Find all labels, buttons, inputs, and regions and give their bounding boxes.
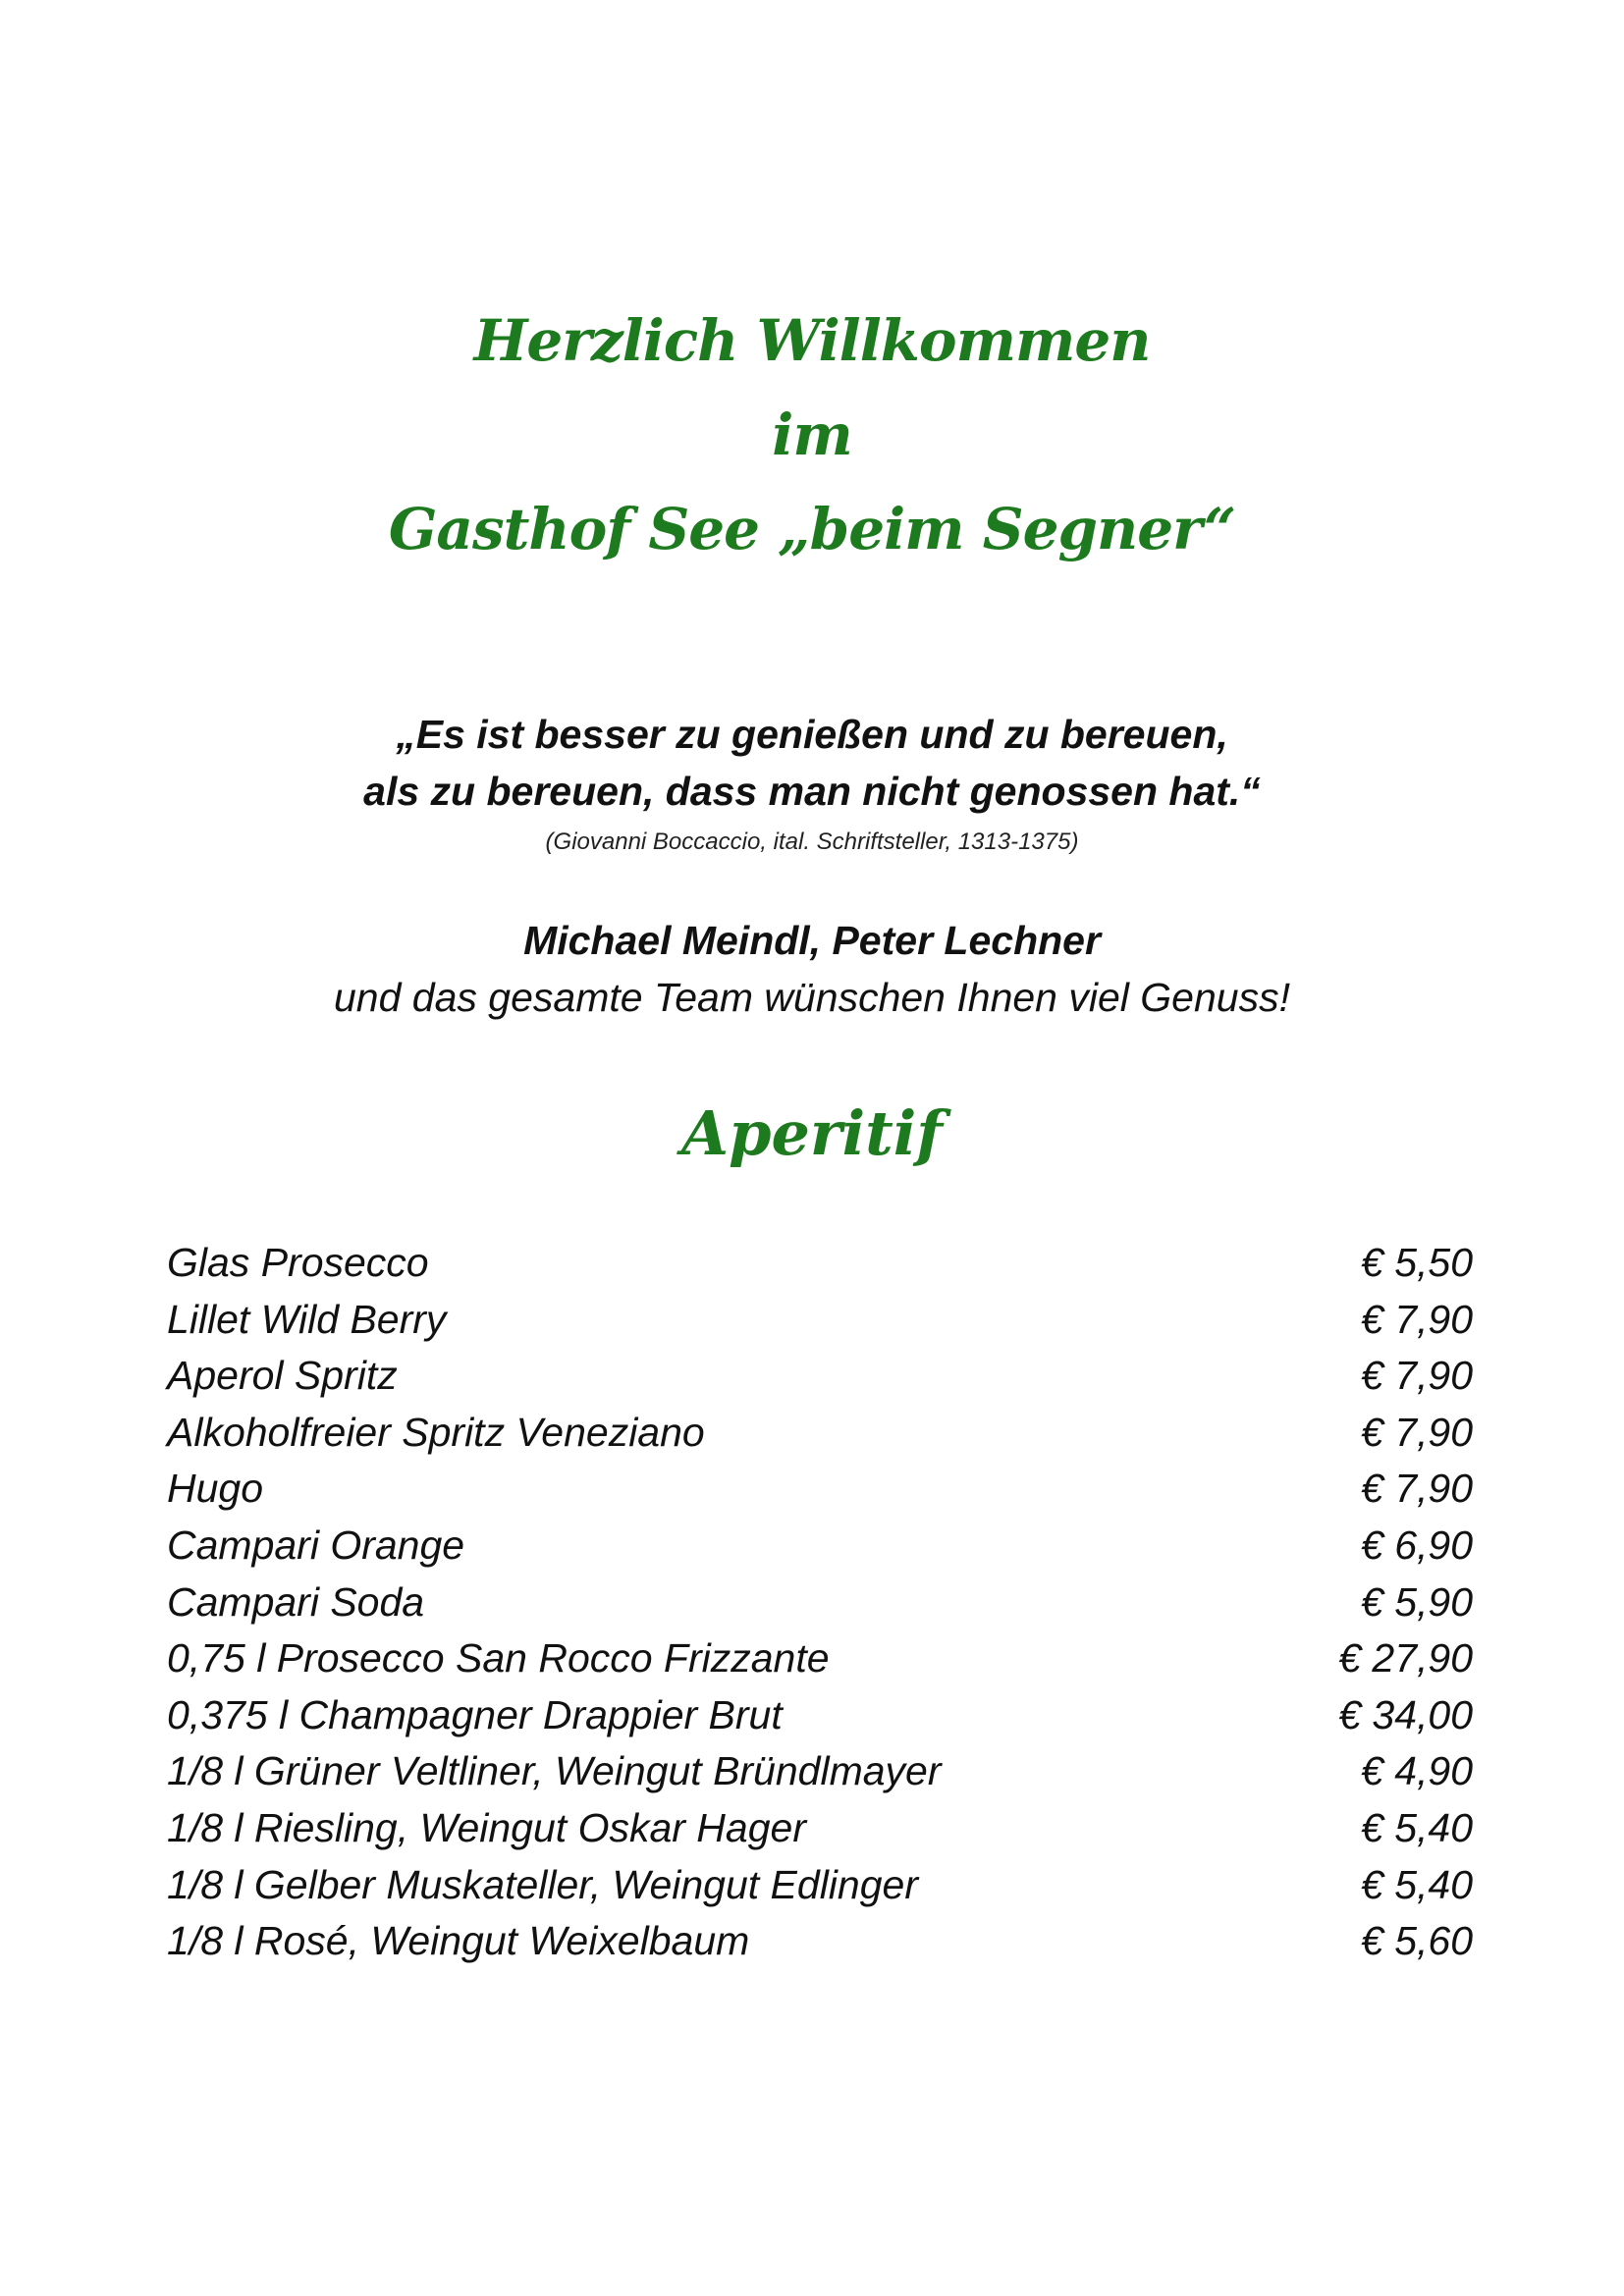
- host-names: Michael Meindl, Peter Lechner: [523, 918, 1101, 963]
- aperitif-section-title: Aperitif: [681, 1097, 943, 1169]
- menu-item-price: € 27,90: [1338, 1635, 1473, 1682]
- menu-item-name: Lillet Wild Berry: [167, 1296, 447, 1342]
- menu-item-name: Hugo: [167, 1466, 264, 1512]
- menu-item: [167, 1461, 1473, 1518]
- menu-item: [167, 1630, 1473, 1687]
- menu-item: [167, 1743, 1473, 1800]
- menu-item-price: € 4,90: [1361, 1748, 1473, 1794]
- menu-item: [167, 1800, 1473, 1857]
- menu-item-price: € 34,00: [1338, 1691, 1473, 1737]
- menu-item-price: € 5,60: [1361, 1918, 1473, 1964]
- restaurant-name-heading: Gasthof See „beim Segner“: [388, 496, 1236, 562]
- menu-item-name: 1/8 l Gelber Muskateller, Weingut Edlinger: [167, 1861, 918, 1907]
- menu-item-price: € 7,90: [1361, 1466, 1473, 1512]
- menu-item-name: Campari Soda: [167, 1578, 425, 1625]
- menu-item-name: 1/8 l Rosé, Weingut Weixelbaum: [167, 1918, 750, 1964]
- team-wish: und das gesamte Team wünschen Ihnen viel Genuss!: [334, 975, 1290, 1020]
- menu-item: [167, 1405, 1473, 1462]
- menu-item-price: € 5,40: [1361, 1861, 1473, 1907]
- menu-item-price: € 7,90: [1361, 1353, 1473, 1399]
- menu-item-price: € 7,90: [1361, 1296, 1473, 1342]
- menu-item-name: Campari Orange: [167, 1522, 465, 1568]
- menu-item: [167, 1348, 1473, 1405]
- menu-item-price: € 5,90: [1361, 1578, 1473, 1625]
- menu-item: [167, 1913, 1473, 1970]
- menu-item-price: € 5,40: [1361, 1804, 1473, 1850]
- menu-item-name: Aperol Spritz: [167, 1353, 398, 1399]
- quote-line-2: als zu bereuen, dass man nicht genossen hat.“: [363, 769, 1261, 814]
- welcome-heading-line-2: im: [772, 401, 852, 468]
- menu-item-name: 0,375 l Champagner Drappier Brut: [167, 1691, 783, 1737]
- menu-item-name: 0,75 l Prosecco San Rocco Frizzante: [167, 1635, 830, 1682]
- menu-item-name: 1/8 l Riesling, Weingut Oskar Hager: [167, 1804, 806, 1850]
- menu-item: [167, 1518, 1473, 1575]
- quote-attribution: (Giovanni Boccaccio, ital. Schriftsteller, 1313-1375): [545, 828, 1079, 855]
- quote-line-1: „Es ist besser zu genießen und zu bereuen,: [396, 712, 1228, 757]
- menu-item-price: € 7,90: [1361, 1409, 1473, 1455]
- welcome-heading-line-1: Herzlich Willkommen: [473, 307, 1151, 374]
- menu-item: [167, 1575, 1473, 1631]
- menu-item: [167, 1235, 1473, 1292]
- menu-item: [167, 1687, 1473, 1744]
- aperitif-menu-list: [167, 1235, 1473, 1970]
- menu-item: [167, 1292, 1473, 1349]
- menu-item-name: Glas Prosecco: [167, 1240, 429, 1285]
- menu-item-price: € 6,90: [1361, 1522, 1473, 1568]
- menu-item-name: 1/8 l Grüner Veltliner, Weingut Bründlmayer: [167, 1748, 942, 1794]
- menu-item-name: Alkoholfreier Spritz Veneziano: [167, 1409, 705, 1455]
- menu-item: [167, 1857, 1473, 1914]
- menu-item-price: € 5,50: [1361, 1240, 1473, 1285]
